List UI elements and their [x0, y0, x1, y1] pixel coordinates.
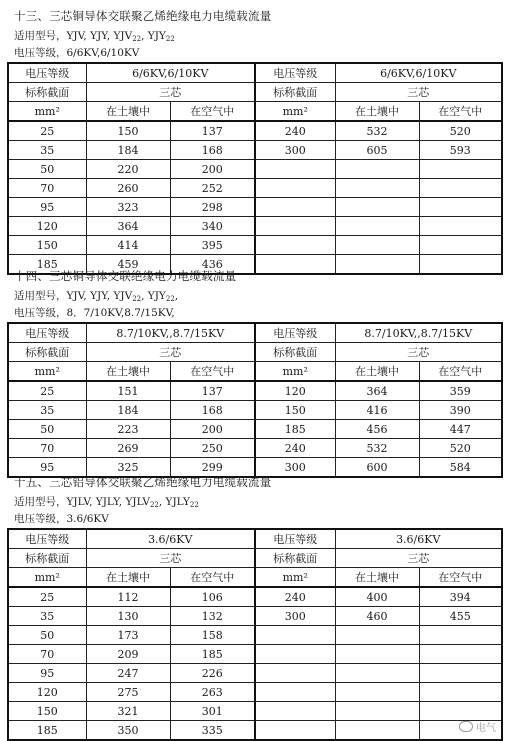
table-row: [8, 702, 502, 721]
section-cell: 240: [255, 439, 335, 458]
voltage-value-cell: 6/6KV,6/10KV: [335, 63, 502, 83]
air-value-cell: 250: [170, 439, 255, 458]
section-cell: 150: [8, 236, 86, 255]
ampacity-table: [7, 62, 503, 275]
models-line: 适用型号，YJV, YJY, $YJV_{22}$, $YJY_{22}$,: [14, 290, 179, 303]
soil-value-cell: 173: [86, 626, 170, 645]
air-value-cell: [419, 160, 502, 179]
soil-value-cell: 151: [86, 381, 170, 401]
soil-header-cell: 在土壤中: [335, 568, 419, 588]
soil-value-cell: [335, 236, 419, 255]
section-label-cell: 标称截面: [8, 83, 86, 102]
voltage-line: 电压等级，8．7/10KV,8.7/15KV,: [14, 307, 175, 319]
models-text: YJLV, YJLY, $YJLV_{22}$, $YJLY_{22}$: [66, 496, 199, 509]
soil-value-cell: 456: [335, 420, 419, 439]
air-value-cell: 436: [170, 255, 255, 275]
air-value-cell: 200: [170, 420, 255, 439]
voltage-value-cell: 3.6/6KV: [86, 529, 255, 549]
soil-header-cell: 在土壤中: [335, 362, 419, 382]
soil-value-cell: 414: [86, 236, 170, 255]
air-header-cell: 在空气中: [419, 568, 502, 588]
section-cell: [255, 160, 335, 179]
air-value-cell: 158: [170, 626, 255, 645]
soil-value-cell: 220: [86, 160, 170, 179]
air-header-cell: 在空气中: [170, 362, 255, 382]
soil-value-cell: [335, 198, 419, 217]
section-cell: 95: [8, 664, 86, 683]
section-cell: 25: [8, 381, 86, 401]
soil-value-cell: 364: [335, 381, 419, 401]
soil-value-cell: 247: [86, 664, 170, 683]
soil-value-cell: 600: [335, 458, 419, 478]
voltage-line: 电压等级，3.6/6KV: [14, 513, 109, 525]
section-cell: 300: [255, 607, 335, 626]
unit-cell: mm²: [8, 102, 86, 122]
air-value-cell: [419, 626, 502, 645]
air-value-cell: 298: [170, 198, 255, 217]
air-value-cell: [419, 645, 502, 664]
soil-value-cell: 269: [86, 439, 170, 458]
section-cell: 185: [255, 420, 335, 439]
section-cell: 150: [255, 401, 335, 420]
air-value-cell: 455: [419, 607, 502, 626]
soil-value-cell: 321: [86, 702, 170, 721]
air-value-cell: 106: [170, 587, 255, 607]
core-cell: 三芯: [335, 83, 502, 102]
voltage-label-cell: 电压等级: [8, 529, 86, 549]
section-title: 十四、三芯铜导体交联绝缘电力电缆载流量: [14, 269, 237, 283]
air-value-cell: 390: [419, 401, 502, 420]
soil-value-cell: 325: [86, 458, 170, 478]
soil-value-cell: [335, 217, 419, 236]
table-row: [8, 664, 502, 683]
section-title: 十五、三芯铝导体交联聚乙烯绝缘电力电缆载流量: [14, 475, 272, 489]
air-value-cell: 299: [170, 458, 255, 478]
section-cell: 150: [8, 702, 86, 721]
soil-value-cell: 223: [86, 420, 170, 439]
section-cell: 240: [255, 587, 335, 607]
soil-value-cell: [335, 664, 419, 683]
soil-value-cell: [335, 255, 419, 275]
section-cell: [255, 664, 335, 683]
soil-value-cell: 184: [86, 141, 170, 160]
table-row: [8, 179, 502, 198]
section-cell: 185: [8, 721, 86, 741]
air-value-cell: 394: [419, 587, 502, 607]
soil-value-cell: 112: [86, 587, 170, 607]
air-value-cell: [419, 702, 502, 721]
section-cell: 50: [8, 626, 86, 645]
section-cell: [255, 255, 335, 275]
air-value-cell: 168: [170, 141, 255, 160]
section-cell: 70: [8, 439, 86, 458]
section-cell: 185: [8, 255, 86, 275]
soil-value-cell: 532: [335, 439, 419, 458]
soil-value-cell: [335, 683, 419, 702]
voltage-value-cell: 8.7/10KV,,8.7/15KV: [86, 323, 255, 343]
section-title: 十三、三芯铜导体交联聚乙烯绝缘电力电缆载流量: [14, 9, 272, 23]
table-row: [8, 683, 502, 702]
ampacity-table: [7, 528, 503, 741]
section-cell: 95: [8, 458, 86, 478]
section-cell: 120: [255, 381, 335, 401]
air-value-cell: 137: [170, 381, 255, 401]
unit-cell: mm²: [8, 362, 86, 382]
air-value-cell: 395: [170, 236, 255, 255]
table-row: [8, 198, 502, 217]
air-header-cell: 在空气中: [170, 102, 255, 122]
wechat-icon: [459, 721, 473, 732]
section-cell: 120: [8, 683, 86, 702]
air-value-cell: 200: [170, 160, 255, 179]
soil-value-cell: [335, 160, 419, 179]
air-value-cell: 520: [419, 439, 502, 458]
section-cell: 50: [8, 420, 86, 439]
section-cell: 35: [8, 401, 86, 420]
section-cell: 70: [8, 179, 86, 198]
voltage-value-cell: 6/6KV,6/10KV: [86, 63, 255, 83]
soil-value-cell: 323: [86, 198, 170, 217]
voltage-line: 电压等级，6/6KV,6/10KV: [14, 47, 140, 59]
section-cell: 35: [8, 141, 86, 160]
section-cell: 300: [255, 141, 335, 160]
section-cell: 70: [8, 645, 86, 664]
section-cell: [255, 683, 335, 702]
soil-value-cell: 364: [86, 217, 170, 236]
voltage-value-cell: 8.7/10KV,,8.7/15KV: [335, 323, 502, 343]
section-cell: 120: [8, 217, 86, 236]
soil-header-cell: 在土壤中: [86, 102, 170, 122]
section-cell: 300: [255, 458, 335, 478]
air-value-cell: 137: [170, 121, 255, 141]
section-cell: 25: [8, 587, 86, 607]
table-row: [8, 381, 502, 401]
section-cell: 35: [8, 607, 86, 626]
soil-value-cell: 400: [335, 587, 419, 607]
section-cell: 240: [255, 121, 335, 141]
soil-value-cell: 532: [335, 121, 419, 141]
air-value-cell: 340: [170, 217, 255, 236]
soil-header-cell: 在土壤中: [86, 568, 170, 588]
unit-cell: mm²: [255, 102, 335, 122]
core-cell: 三芯: [86, 83, 255, 102]
unit-cell: mm²: [255, 568, 335, 588]
air-value-cell: 359: [419, 381, 502, 401]
section-cell: [255, 702, 335, 721]
voltage-label-cell: 电压等级: [255, 529, 335, 549]
section-cell: [255, 236, 335, 255]
section-label-cell: 标称截面: [255, 549, 335, 568]
air-value-cell: [419, 179, 502, 198]
soil-value-cell: 150: [86, 121, 170, 141]
models-text: YJV, YJY, $YJV_{22}$, $YJY_{22}$,: [66, 290, 179, 303]
air-value-cell: 584: [419, 458, 502, 478]
table-row: [8, 721, 502, 741]
air-value-cell: [419, 198, 502, 217]
models-text: YJV, YJY, $YJV_{22}$, $YJY_{22}$: [66, 30, 175, 43]
table-row: [8, 645, 502, 664]
air-value-cell: 185: [170, 645, 255, 664]
table-row: [8, 439, 502, 458]
models-line: 适用型号，YJV, YJY, $YJV_{22}$, $YJY_{22}$: [14, 30, 175, 43]
table-row: [8, 401, 502, 420]
core-cell: 三芯: [86, 343, 255, 362]
soil-value-cell: 605: [335, 141, 419, 160]
watermark: 电气: [459, 719, 496, 734]
voltage-label-cell: 电压等级: [8, 323, 86, 343]
soil-value-cell: [335, 721, 419, 741]
table-row: [8, 587, 502, 607]
air-header-cell: 在空气中: [419, 102, 502, 122]
soil-value-cell: [335, 645, 419, 664]
table-row: [8, 141, 502, 160]
air-value-cell: [419, 217, 502, 236]
section-cell: [255, 179, 335, 198]
air-value-cell: [419, 236, 502, 255]
unit-cell: mm²: [255, 362, 335, 382]
voltage-value-cell: 3.6/6KV: [335, 529, 502, 549]
table-row: [8, 217, 502, 236]
air-header-cell: 在空气中: [419, 362, 502, 382]
table-row: [8, 607, 502, 626]
voltage-label-cell: 电压等级: [8, 63, 86, 83]
soil-value-cell: 460: [335, 607, 419, 626]
core-cell: 三芯: [335, 549, 502, 568]
air-value-cell: 252: [170, 179, 255, 198]
section-label-cell: 标称截面: [8, 549, 86, 568]
air-value-cell: 447: [419, 420, 502, 439]
table-row: [8, 236, 502, 255]
table-row: [8, 420, 502, 439]
table-row: [8, 160, 502, 179]
soil-value-cell: [335, 626, 419, 645]
ampacity-table: [7, 322, 503, 478]
unit-cell: mm²: [8, 568, 86, 588]
air-header-cell: 在空气中: [170, 568, 255, 588]
table-row: [8, 626, 502, 645]
section-cell: 25: [8, 121, 86, 141]
soil-value-cell: 350: [86, 721, 170, 741]
soil-value-cell: 209: [86, 645, 170, 664]
air-value-cell: 301: [170, 702, 255, 721]
soil-header-cell: 在土壤中: [335, 102, 419, 122]
section-cell: [255, 645, 335, 664]
soil-value-cell: 459: [86, 255, 170, 275]
section-cell: [255, 217, 335, 236]
soil-value-cell: 260: [86, 179, 170, 198]
air-value-cell: 335: [170, 721, 255, 741]
core-cell: 三芯: [335, 343, 502, 362]
section-cell: [255, 721, 335, 741]
air-value-cell: 593: [419, 141, 502, 160]
air-value-cell: 168: [170, 401, 255, 420]
air-value-cell: 132: [170, 607, 255, 626]
air-value-cell: 226: [170, 664, 255, 683]
air-value-cell: [419, 683, 502, 702]
soil-header-cell: 在土壤中: [86, 362, 170, 382]
soil-value-cell: 130: [86, 607, 170, 626]
section-cell: 95: [8, 198, 86, 217]
voltage-label-cell: 电压等级: [255, 63, 335, 83]
air-value-cell: 520: [419, 121, 502, 141]
section-label-cell: 标称截面: [255, 343, 335, 362]
models-line: 适用型号，YJLV, YJLY, $YJLV_{22}$, $YJLY_{22}$: [14, 496, 199, 509]
voltage-label-cell: 电压等级: [255, 323, 335, 343]
soil-value-cell: 184: [86, 401, 170, 420]
soil-value-cell: [335, 179, 419, 198]
section-label-cell: 标称截面: [8, 343, 86, 362]
section-cell: [255, 626, 335, 645]
soil-value-cell: 416: [335, 401, 419, 420]
air-value-cell: [419, 664, 502, 683]
air-value-cell: 263: [170, 683, 255, 702]
section-label-cell: 标称截面: [255, 83, 335, 102]
section-cell: 50: [8, 160, 86, 179]
core-cell: 三芯: [86, 549, 255, 568]
soil-value-cell: [335, 702, 419, 721]
table-row: [8, 121, 502, 141]
soil-value-cell: 275: [86, 683, 170, 702]
air-value-cell: [419, 255, 502, 275]
section-cell: [255, 198, 335, 217]
